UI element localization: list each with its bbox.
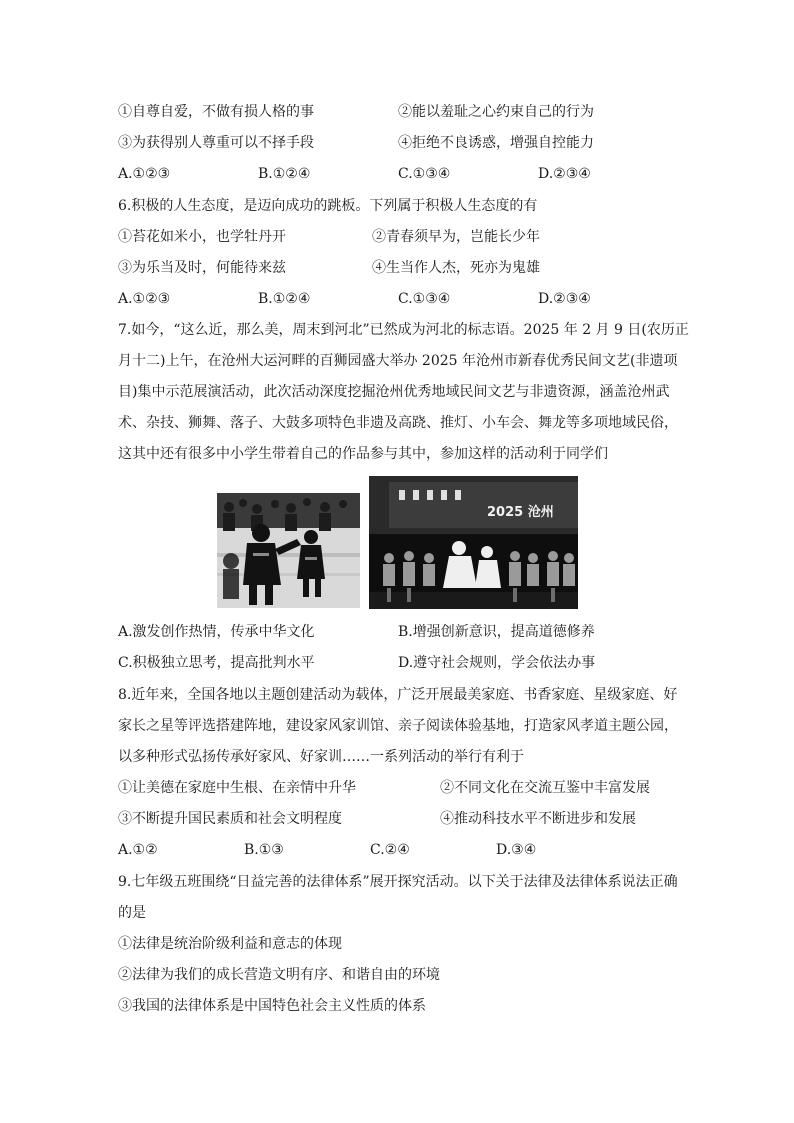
q9-stem-line-2: 的是 [118,905,146,921]
q8-stem-line-3: 以多种形式弘扬传承好家风、好家训……一系列活动的举行有利于 [118,749,524,765]
q8-option-a: A.①② [118,842,158,858]
q7-option-c: C.积极独立思考，提高批判水平 [118,655,315,671]
performance-photo-right-image [369,476,578,609]
q8-stem-line-1: 8.近年来，全国各地以主题创建活动为载体，广泛开展最美家庭、书香家庭、星级家庭、好 [118,687,678,703]
q7-option-b: B.增强创新意识，提高道德修养 [398,624,595,640]
q8-statement-3: ③不断提升国民素质和社会文明程度 [118,811,342,827]
stage-banner-text: 2025 沧州 [487,505,554,520]
q6-statement-2: ②青春须早为，岂能长少年 [372,229,540,245]
performance-photo-right [369,476,578,609]
q6-stem: 6.积极的人生态度，是迈向成功的跳板。下列属于积极人生态度的有 [118,198,538,214]
q5-statement-4: ④拒绝不良诱惑，增强自控能力 [398,135,594,151]
q5-option-a: A.①②③ [118,166,171,182]
q9-stem-line-1: 9.七年级五班围绕“日益完善的法律体系”展开探究活动。以下关于法律及法律体系说法正确 [118,874,678,890]
q5-statement-2: ②能以羞耻之心约束自己的行为 [398,104,594,120]
q9-statement-3: ③我国的法律体系是中国特色社会主义性质的体系 [118,998,426,1014]
q8-option-d: D.③④ [496,842,537,858]
q9-statement-2: ②法律为我们的成长营造文明有序、和谐自由的环境 [118,967,440,983]
q8-option-b: B.①③ [244,842,284,858]
q6-option-b: B.①②④ [258,291,311,307]
q7-option-d: D.遵守社会规则，学会依法办事 [398,655,596,671]
q6-statement-4: ④生当作人杰，死亦为鬼雄 [372,260,540,276]
q8-statement-2: ②不同文化在交流互鉴中丰富发展 [440,780,650,796]
q6-statement-3: ③为乐当及时，何能待来兹 [118,260,286,276]
q8-statement-4: ④推动科技水平不断进步和发展 [440,811,636,827]
q6-option-a: A.①②③ [118,291,171,307]
q5-option-b: B.①②④ [258,166,311,182]
q6-statement-1: ①苔花如米小，也学牡丹开 [118,229,286,245]
q7-option-a: A.激发创作热情，传承中华文化 [118,624,315,640]
q7-stem-line-1: 7.如今，“这么近，那么美，周末到河北”已然成为河北的标志语。2025 年 2 月 9 日(农历正 [118,322,689,338]
q8-statement-1: ①让美德在家庭中生根、在亲情中升华 [118,780,356,796]
performance-photo-left-image [217,493,360,608]
q8-option-c: C.②④ [370,842,410,858]
q6-option-d: D.②③④ [538,291,591,307]
performance-photo-left [217,493,360,608]
q7-stem-line-2: 月十二)上午，在沧州大运河畔的百狮园盛大举办 2025 年沧州市新春优秀民间文艺(非遗项 [118,353,678,369]
q9-statement-1: ①法律是统治阶级利益和意志的体现 [118,936,342,952]
q6-option-c: C.①③④ [398,291,451,307]
q5-statement-1: ①自尊自爱，不做有损人格的事 [118,104,314,120]
q7-stem-line-4: 术、杂技、狮舞、落子、大鼓多项特色非遗及高跷、推灯、小车会、舞龙等多项地域民俗， [118,415,678,431]
q5-statement-3: ③为获得别人尊重可以不择手段 [118,135,314,151]
q7-stem-line-5: 这其中还有很多中小学生带着自己的作品参与其中，参加这样的活动利于同学们 [118,446,608,462]
q5-option-d: D.②③④ [538,166,591,182]
q7-stem-line-3: 目)集中示范展演活动，此次活动深度挖掘沧州优秀地域民间文艺与非遗资源，涵盖沧州武 [118,384,670,400]
q8-stem-line-2: 家长之星等评选搭建阵地，建设家风家训馆、亲子阅读体验基地，打造家风孝道主题公园， [118,718,678,734]
q5-option-c: C.①③④ [398,166,451,182]
